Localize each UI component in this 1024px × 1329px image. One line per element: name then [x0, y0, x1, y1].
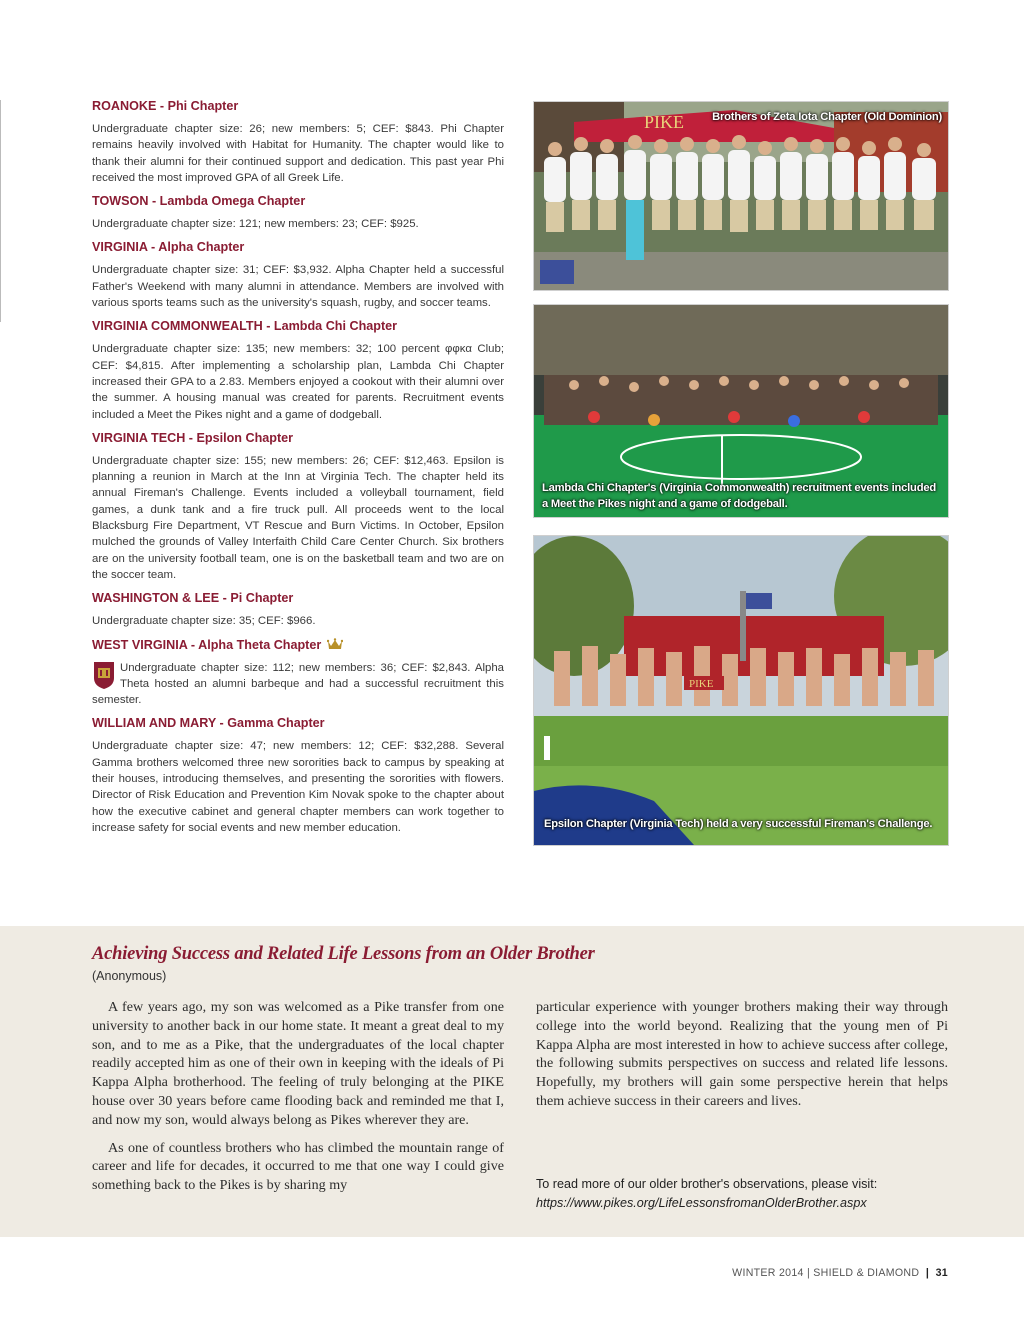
essay-title: Achieving Success and Related Life Lessons from an Older Brother — [92, 944, 595, 964]
chapter-report: Undergraduate chapter size: 155; new members: 26; CEF: $12,463. Epsilon is planning a reunion in March at the Inn at Virginia Tech. The chapter held its annual Fireman's Challenge. Events included a volleyball tournament, field games, a dunk tank and a fire truck pull. All proceeds went to the local Blacksburg Fire Department, VT Rescue and Burn Victims. In October, Epsilon mulched the grounds of Valley Interfaith Child Care Center Church. Six brothers are on the university football team, one is on the basketball team and two are on the soccer team. — [92, 454, 504, 581]
essay-author: (Anonymous) — [92, 969, 167, 983]
chapter-heading: WILLIAM AND MARY - Gamma Chapter — [92, 716, 325, 731]
essay-paragraph: particular experience with younger brothers making their way through college into the world beyond. Realizing that the young men of Pi Kappa Alpha are most interested in how to achieve success after college, the following submits perspectives on success and related life lessons. Hopefully, my brothers will gain some perspective herein that helps them achieve success in their careers and lives. — [536, 999, 948, 1109]
chapter-report: Undergraduate chapter size: 47; new members: 12; CEF: $32,288. Several Gamma brothers welcomed three new sororities back to campus by speaking at their houses, introducing themselves, and presenting the sororities with flowers. Director of Risk Education and Prevention Kim Novak spoke to the chapter about how the executive cabinet and general chapter members can work together to increase safety for social events and new member education. — [92, 740, 504, 834]
photo-caption: Brothers of Zeta Iota Chapter (Old Dominion) — [712, 111, 942, 123]
page-footer: WINTER 2014 | SHIELD & DIAMOND | 31 — [732, 1267, 948, 1279]
photo-epsilon — [533, 535, 949, 846]
chapter-reports — [92, 98, 504, 843]
read-more-text: To read more of our older brother's observations, please visit: — [536, 1177, 878, 1191]
essay-column-right — [536, 998, 948, 1120]
shield-badge-icon — [92, 660, 116, 690]
crown-icon — [327, 638, 343, 650]
chapter-report: Undergraduate chapter size: 26; new members: 5; CEF: $843. Phi Chapter remains heavily involved with Habitat for Humanity. The chapter would like to thank their alumni for their continued support and dedication. This past year Phi received the most improved GPA of all Greek Life. — [92, 123, 504, 184]
chapter-report: Undergraduate chapter size: 35; CEF: $966. — [92, 615, 316, 628]
photo-caption: Lambda Chi Chapter's (Virginia Commonwealth) recruitment events included a Meet the Pikes night and a game of dodgeball. — [542, 482, 936, 510]
chapter-report: Undergraduate chapter size: 121; new members: 23; CEF: $925. — [92, 218, 419, 231]
essay-link[interactable]: https://www.pikes.org/LifeLessonsfromanOlderBrother.aspx — [536, 1196, 867, 1210]
chapter-heading: TOWSON - Lambda Omega Chapter — [92, 194, 306, 209]
chapter-heading: WEST VIRGINIA - Alpha Theta Chapter — [92, 637, 504, 653]
chapter-report: Undergraduate chapter size: 135; new members: 32; 100 percent φφκα Club; CEF: $4,815. After implementing a scholarship plan, Lambda Chi Chapter increased their GPA to a 2.83. Members enjoyed a cookout with their alumni over the summer. A housing manual was created for parents. Recruitment events included a Meet the Pikes night and a game of dodgeball. — [92, 343, 504, 421]
pike-banner: PIKE — [689, 678, 714, 690]
issue-label: WINTER 2014 | SHIELD & DIAMOND — [732, 1267, 920, 1279]
chapter-report: Undergraduate chapter size: 112; new members: 36; CEF: $2,843. Alpha Theta hosted an alumni barbeque and had a successful recruitment this semester. — [92, 661, 504, 707]
firemans-challenge-photo-illustration — [534, 536, 948, 845]
photo-zeta-iota — [533, 101, 949, 291]
chapter-heading: VIRGINIA - Alpha Chapter — [92, 240, 245, 255]
essay-column-left — [92, 998, 504, 1204]
essay-paragraph: A few years ago, my son was welcomed as a Pike transfer from one university to another back in our home state. It meant a great deal to my son, and to me as a Pike, that the undergraduates of the local chapter readily accepted him as one of their own in keeping with the ideals of Pi Kappa Alpha brotherhood. The feeling of truly belonging at the PIKE house over 30 years before came flooding back and reminded me that I, and now my son, would always belong as Pikes wherever they are. — [92, 999, 504, 1128]
chapter-report: Undergraduate chapter size: 31; CEF: $3,932. Alpha Chapter held a successful Father's Weekend with many alumni in attendance. Members are involved with various sports teams such as the university's squash, rugby, and soccer teams. — [92, 264, 504, 310]
margin-rule — [0, 100, 1, 322]
photo-caption: Epsilon Chapter (Virginia Tech) held a very successful Fireman's Challenge. — [544, 818, 933, 830]
chapter-heading: ROANOKE - Phi Chapter — [92, 99, 239, 113]
tent-sign: PIKE — [644, 112, 684, 132]
group-photo-illustration — [534, 102, 948, 290]
read-more — [536, 1175, 948, 1213]
page-number: 31 — [935, 1267, 948, 1279]
photo-lambda-chi — [533, 304, 949, 518]
essay-paragraph: As one of countless brothers who has climbed the mountain range of career and life for decades, it occurred to me that one way I could give something back to the Pikes is by sharing my — [92, 1139, 504, 1194]
chapter-heading: VIRGINIA COMMONWEALTH - Lambda Chi Chapter — [92, 319, 398, 334]
chapter-heading: VIRGINIA TECH - Epsilon Chapter — [92, 430, 294, 445]
chapter-heading: WASHINGTON & LEE - Pi Chapter — [92, 591, 294, 606]
